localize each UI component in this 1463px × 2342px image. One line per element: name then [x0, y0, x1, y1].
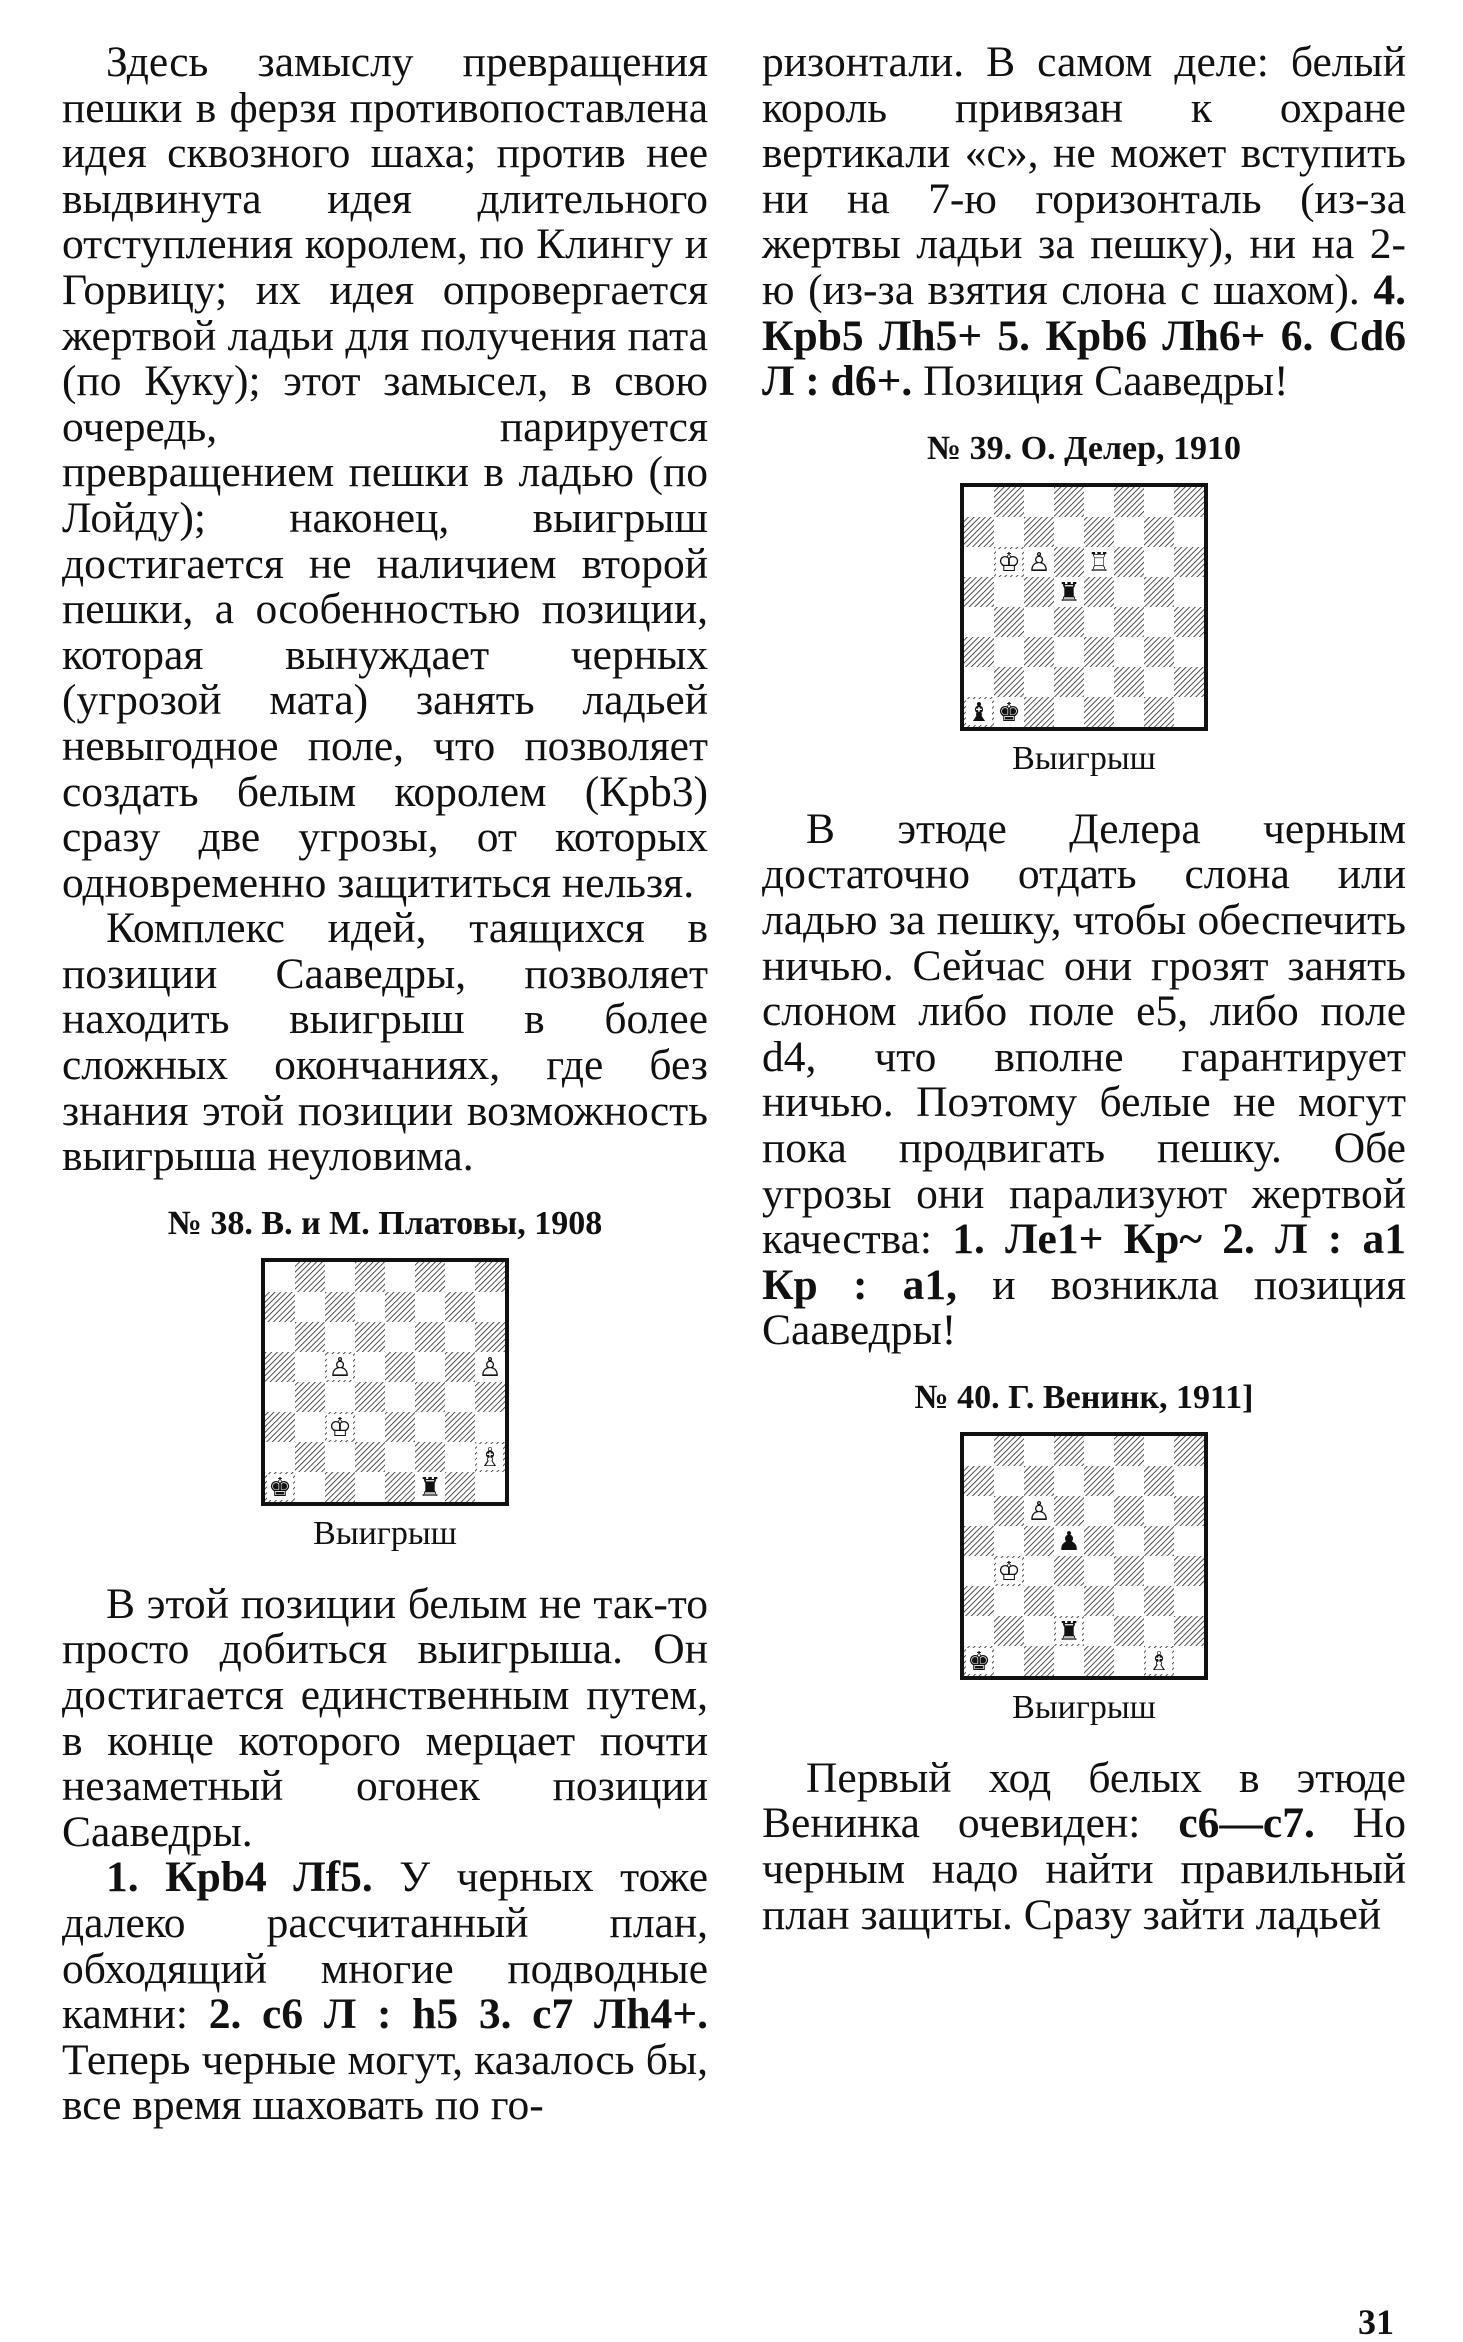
dark-square: [994, 607, 1024, 637]
light-square: [355, 1472, 385, 1502]
diagram-title: № 40. Г. Венинк, 1911]: [914, 1378, 1254, 1416]
dark-square: [1114, 1436, 1144, 1466]
light-square: [385, 1322, 415, 1352]
light-square: [964, 1616, 994, 1646]
light-square: [1024, 1616, 1054, 1646]
light-square: [964, 487, 994, 517]
dark-square: [994, 487, 1024, 517]
dark-square: [385, 1472, 415, 1502]
dark-square: [445, 1292, 475, 1322]
chess-piece-white: ♙: [1027, 547, 1051, 578]
chess-piece-black: ♚: [268, 1472, 292, 1502]
dark-square: [1024, 1586, 1054, 1616]
dark-square: [1024, 577, 1054, 607]
chess-board-graphic: [964, 1436, 1204, 1676]
dark-square: [1024, 697, 1054, 727]
light-square: [994, 637, 1024, 667]
chess-piece-black: ♝: [967, 697, 991, 727]
light-square: [265, 1262, 295, 1292]
dark-square: [994, 1436, 1024, 1466]
dark-square: [1174, 607, 1204, 637]
chess-piece-white: ♔: [997, 1556, 1021, 1587]
light-square: [1114, 697, 1144, 727]
dark-square: [1174, 487, 1204, 517]
light-square: [1054, 637, 1084, 667]
dark-square: [1084, 637, 1114, 667]
light-square: [1114, 1646, 1144, 1676]
chess-piece-black: ♚: [967, 1646, 991, 1676]
dark-square: [1084, 517, 1114, 547]
dark-square: [1024, 637, 1054, 667]
dark-square: [1114, 1496, 1144, 1526]
chess-board: [960, 1432, 1208, 1680]
dark-square: [265, 1352, 295, 1382]
chess-piece-black: ♜: [1057, 1616, 1081, 1647]
light-square: [994, 1586, 1024, 1616]
dark-square: [1054, 1496, 1084, 1526]
paragraph-text: В этюде Делера черным достаточно отдать слона или ладью за пешку, чтобы обеспечить ничью. Сейчас они грозят занять слоном либо поле е5, либо поле d4, что вполне гарантирует ничью. Поэтому белые не могут пока продвигать пешку. Обе угрозы они парализуют жертвой качества:: [762, 804, 1406, 1264]
light-square: [1144, 607, 1174, 637]
paragraph-text: ризонтали. В самом деле: белый король привязан к охране вертикали «с», не может вступить ни на 7-ю горизонталь (из-за жертвы ладьи за пешку), ни на 2-ю (из-за взятия слона с шахом).: [762, 38, 1406, 314]
light-square: [1174, 1586, 1204, 1616]
chess-piece-white: ♗: [478, 1442, 502, 1473]
dark-square: [1024, 1646, 1054, 1676]
paragraph-venink-analysis: [762, 1753, 1406, 1939]
dark-square: [355, 1442, 385, 1472]
diagram-40: [762, 1378, 1406, 1728]
light-square: [1054, 1646, 1084, 1676]
dark-square: [295, 1382, 325, 1412]
chess-piece-white: ♙: [1027, 1496, 1051, 1527]
dark-square: [1054, 1556, 1084, 1586]
dark-square: [1144, 1526, 1174, 1556]
light-square: [1114, 1586, 1144, 1616]
light-square: [1084, 1436, 1114, 1466]
dark-square: [1084, 1526, 1114, 1556]
diagram-caption: Выигрыш: [1012, 1688, 1156, 1726]
dark-square: [964, 1526, 994, 1556]
chess-piece-white: ♙: [478, 1352, 502, 1383]
light-square: [295, 1472, 325, 1502]
dark-square: [1144, 1586, 1174, 1616]
dark-square: [1114, 1616, 1144, 1646]
dark-square: [295, 1262, 325, 1292]
chess-piece-white: ♔: [328, 1412, 352, 1443]
light-square: [325, 1382, 355, 1412]
dark-square: [475, 1382, 505, 1412]
light-square: [964, 607, 994, 637]
light-square: [355, 1292, 385, 1322]
light-square: [994, 1466, 1024, 1496]
dark-square: [1114, 607, 1144, 637]
left-column: [62, 40, 708, 2129]
light-square: [1144, 487, 1174, 517]
light-square: [355, 1352, 385, 1382]
diagram-title: № 39. О. Делер, 1910: [926, 429, 1242, 467]
move-notation: 1. Крb4 Лf5.: [106, 1853, 373, 1902]
chess-piece-white: ♖: [1087, 547, 1111, 578]
dark-square: [385, 1292, 415, 1322]
light-square: [1084, 1556, 1114, 1586]
paragraph-text: Первый ход белых в этюде Венинка очевиден:: [762, 1753, 1406, 1848]
chess-board-graphic: [964, 487, 1204, 727]
light-square: [415, 1412, 445, 1442]
dark-square: [1054, 1436, 1084, 1466]
light-square: [445, 1262, 475, 1292]
dark-square: [1054, 547, 1084, 577]
light-square: [325, 1442, 355, 1472]
chess-piece-black: ♟: [1057, 1526, 1081, 1557]
chess-piece-white: ♔: [997, 547, 1021, 578]
dark-square: [964, 1466, 994, 1496]
light-square: [1024, 667, 1054, 697]
page-number: 31: [1358, 2302, 1394, 2342]
light-square: [325, 1322, 355, 1352]
dark-square: [964, 1586, 994, 1616]
light-square: [1144, 547, 1174, 577]
light-square: [385, 1262, 415, 1292]
dark-square: [1114, 487, 1144, 517]
light-square: [1084, 607, 1114, 637]
move-notation: с6—с7.: [1178, 1799, 1315, 1848]
light-square: [1114, 517, 1144, 547]
dark-square: [1174, 1436, 1204, 1466]
light-square: [415, 1292, 445, 1322]
dark-square: [1174, 1496, 1204, 1526]
light-square: [295, 1352, 325, 1382]
chess-board: [261, 1258, 509, 1506]
dark-square: [1084, 1646, 1114, 1676]
dark-square: [295, 1442, 325, 1472]
dark-square: [295, 1322, 325, 1352]
diagram-caption: Выигрыш: [313, 1514, 457, 1552]
light-square: [994, 577, 1024, 607]
dark-square: [994, 1616, 1024, 1646]
dark-square: [1144, 577, 1174, 607]
dark-square: [385, 1352, 415, 1382]
dark-square: [385, 1412, 415, 1442]
light-square: [1144, 1496, 1174, 1526]
dark-square: [325, 1292, 355, 1322]
dark-square: [1144, 637, 1174, 667]
dark-square: [1144, 697, 1174, 727]
light-square: [265, 1442, 295, 1472]
diagram-title: № 38. В. и М. Платовы, 1908: [167, 1204, 603, 1242]
dark-square: [1114, 547, 1144, 577]
chess-piece-black: ♜: [418, 1472, 442, 1502]
light-square: [1114, 577, 1144, 607]
light-square: [1174, 637, 1204, 667]
light-square: [1054, 1586, 1084, 1616]
light-square: [1084, 1496, 1114, 1526]
light-square: [1174, 1466, 1204, 1496]
right-column: [762, 40, 1406, 1938]
move-notation: 4. Крb5 Лh5+ 5. Крb6 Лh6+ 6. Сd6 Л : d6+.: [762, 265, 1406, 406]
chess-board: [960, 483, 1208, 731]
dark-square: [1084, 1466, 1114, 1496]
dark-square: [1054, 607, 1084, 637]
light-square: [994, 1646, 1024, 1676]
light-square: [475, 1292, 505, 1322]
light-square: [964, 1436, 994, 1466]
light-square: [1054, 697, 1084, 727]
light-square: [475, 1412, 505, 1442]
light-square: [415, 1352, 445, 1382]
dark-square: [475, 1262, 505, 1292]
dark-square: [415, 1442, 445, 1472]
light-square: [964, 1496, 994, 1526]
dark-square: [1144, 517, 1174, 547]
light-square: [445, 1442, 475, 1472]
light-square: [445, 1322, 475, 1352]
dark-square: [1114, 1556, 1144, 1586]
light-square: [1024, 487, 1054, 517]
light-square: [1054, 517, 1084, 547]
light-square: [1084, 667, 1114, 697]
dark-square: [1054, 667, 1084, 697]
light-square: [1114, 1526, 1144, 1556]
dark-square: [415, 1262, 445, 1292]
light-square: [1174, 1526, 1204, 1556]
light-square: [994, 1526, 1024, 1556]
dark-square: [1084, 1586, 1114, 1616]
paragraph-text: У черных тоже далеко рассчитанный план, обходящий многие подводные камни:: [62, 1853, 708, 2039]
dark-square: [1024, 1466, 1054, 1496]
move-notation: 2. с6 Л : h5 3. с7 Лh4+.: [208, 1990, 708, 2039]
light-square: [295, 1292, 325, 1322]
diagram-caption: Выигрыш: [1012, 739, 1156, 777]
dark-square: [355, 1262, 385, 1292]
dark-square: [1144, 1466, 1174, 1496]
dark-square: [1174, 547, 1204, 577]
light-square: [964, 1556, 994, 1586]
dark-square: [1174, 667, 1204, 697]
chess-board-graphic: [265, 1262, 505, 1502]
dark-square: [355, 1322, 385, 1352]
dark-square: [1114, 667, 1144, 697]
paragraph-ideas-summary: Здесь замыслу превращения пешки в ферзя противопоставлена идея сквозного шаха; против нее выдвинута идея длительного отступления королем, по Клингу и Горвицу; их идея опровергается жертвой ладьи для получения пата (по Куку); этот замысел, в свою очередь, парируется превращением пешки в ладью (по Лойду); наконец, выигрыш достигается не наличием второй пешки, а особенностью позиции, которая вынуждает черных (угрозой мата) занять ладьей невыгодное поле, что позволяет создать белым королем (Крb3) сразу две угрозы, от которых одновременно защититься нельзя.: [62, 38, 708, 907]
light-square: [1174, 517, 1204, 547]
dark-square: [964, 577, 994, 607]
light-square: [1024, 1436, 1054, 1466]
dark-square: [475, 1322, 505, 1352]
light-square: [1114, 637, 1144, 667]
light-square: [1144, 667, 1174, 697]
light-square: [1024, 607, 1054, 637]
dark-square: [415, 1322, 445, 1352]
light-square: [1114, 1466, 1144, 1496]
light-square: [1084, 487, 1114, 517]
light-square: [265, 1382, 295, 1412]
light-square: [385, 1382, 415, 1412]
dark-square: [994, 667, 1024, 697]
light-square: [295, 1412, 325, 1442]
dark-square: [445, 1472, 475, 1502]
light-square: [1174, 697, 1204, 727]
paragraph-text: Позиция Сааведры!: [912, 357, 1289, 406]
light-square: [1144, 1616, 1174, 1646]
paragraph-deler-analysis: [762, 804, 1406, 1355]
dark-square: [355, 1382, 385, 1412]
light-square: [1144, 1556, 1174, 1586]
dark-square: [1084, 697, 1114, 727]
dark-square: [445, 1352, 475, 1382]
light-square: [994, 517, 1024, 547]
dark-square: [1084, 577, 1114, 607]
dark-square: [445, 1412, 475, 1442]
light-square: [265, 1322, 295, 1352]
chess-piece-white: ♙: [328, 1352, 352, 1383]
paragraph-text: и возникла позиция Сааведры!: [762, 1260, 1406, 1355]
chess-piece-white: ♗: [1147, 1646, 1171, 1676]
dark-square: [265, 1412, 295, 1442]
dark-square: [415, 1382, 445, 1412]
dark-square: [964, 637, 994, 667]
move-notation: 1. Лe1+ Кр~ 2. Л : a1 Кр : a1,: [762, 1215, 1406, 1309]
diagram-38: [62, 1204, 708, 1554]
light-square: [1084, 1616, 1114, 1646]
light-square: [1144, 1436, 1174, 1466]
dark-square: [1024, 1526, 1054, 1556]
light-square: [355, 1412, 385, 1442]
paragraph-complex-ideas: Комплекс идей, таящихся в позиции Сааведры, позволяет находить выигрыш в более сложных окончаниях, где без знания этой позиции возможность выигрыша неуловима.: [62, 904, 708, 1181]
paragraph-horizontal-continuation: [762, 40, 1406, 405]
dark-square: [1024, 517, 1054, 547]
diagram-39: [762, 429, 1406, 779]
light-square: [1174, 1646, 1204, 1676]
paragraph-platov-intro: В этой позиции белым не так-то просто добиться выигрыша. Он достигается единственным путем, в конце которого мерцает почти незаметный огонек позиции Сааведры.: [62, 1579, 708, 1856]
dark-square: [1054, 487, 1084, 517]
paragraph-text: Но черным надо найти правильный план защиты. Сразу зайти ладьей: [762, 1799, 1406, 1939]
paragraph-text: Теперь черные могут, казалось бы, все время шаховать по го-: [62, 2035, 708, 2130]
light-square: [964, 667, 994, 697]
light-square: [1024, 1556, 1054, 1586]
dark-square: [1174, 1616, 1204, 1646]
light-square: [325, 1262, 355, 1292]
light-square: [385, 1442, 415, 1472]
light-square: [475, 1472, 505, 1502]
light-square: [445, 1382, 475, 1412]
light-square: [964, 547, 994, 577]
paragraph-platov-moves: [62, 1855, 708, 2129]
dark-square: [325, 1472, 355, 1502]
light-square: [1054, 1466, 1084, 1496]
chess-piece-black: ♚: [997, 697, 1021, 727]
chess-piece-black: ♜: [1057, 577, 1081, 608]
dark-square: [1174, 1556, 1204, 1586]
dark-square: [964, 517, 994, 547]
light-square: [1174, 577, 1204, 607]
dark-square: [994, 1496, 1024, 1526]
dark-square: [265, 1292, 295, 1322]
